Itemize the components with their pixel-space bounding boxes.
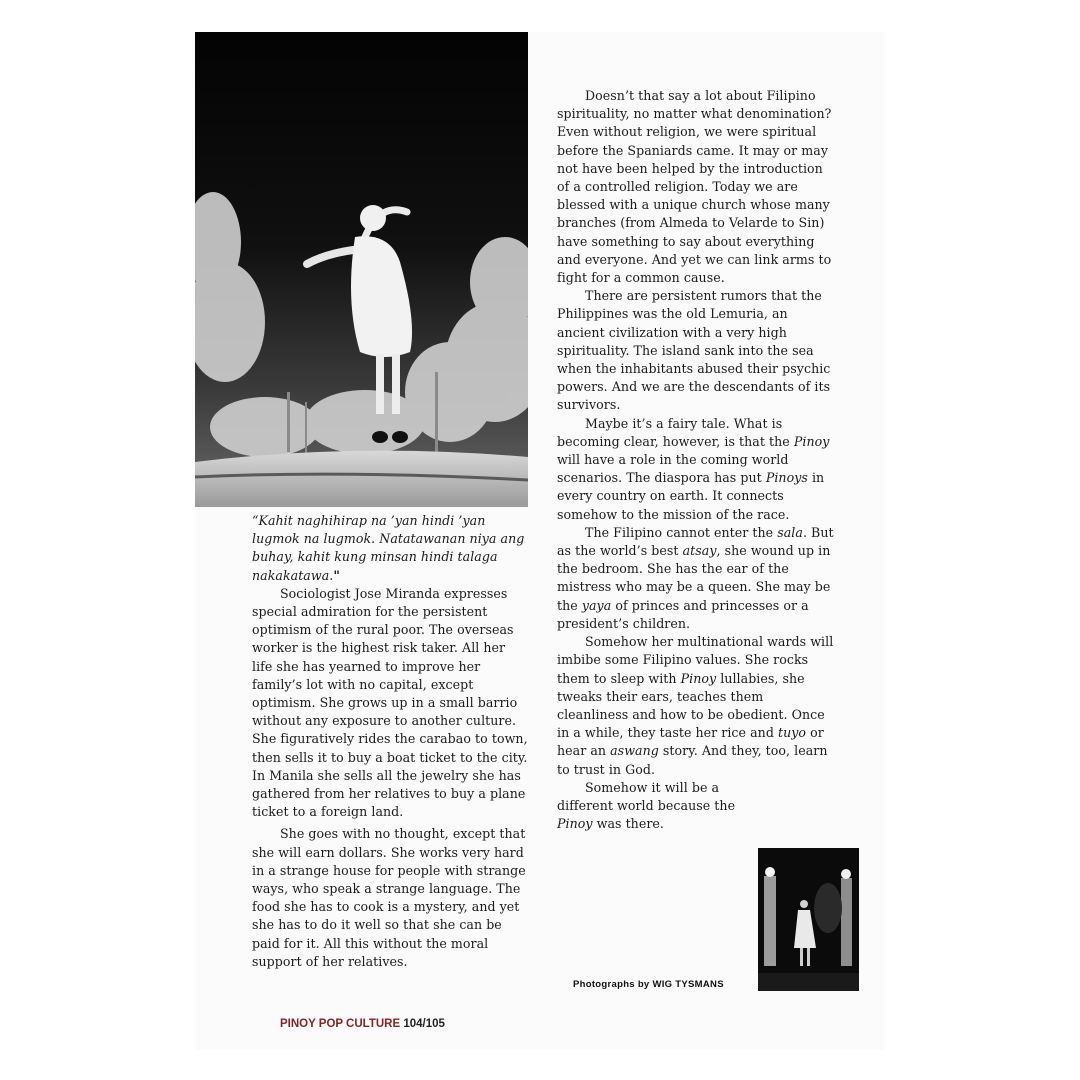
paragraph: Somehow her multinational wards will imbibe some Filipino values. She rocks them to sleep with Pinoy lullabies, she tweaks their ears, teaches them cleanliness and how to be obedient. Once in a while, they taste her rice and tuyo or hear an aswang story. And they, too, learn to trust in God.	[557, 634, 834, 777]
footer-section-title: PINOY POP CULTURE	[280, 1018, 401, 1030]
paragraph: Doesn’t that say a lot about Filipino spirituality, no matter what denomination? Even without religion, we were spiritual before the Spaniards came. It may or may not have been helped by the introduction of a controlled religion. Today we are blessed with a unique church whose many branches (from Almeda to Velarde to Sin) have something to say about everything and everyone. And yet we can link arms to fight for a common cause.	[557, 88, 832, 286]
paragraph: Somehow it will be a different world because the Pinoy was there.	[557, 779, 736, 832]
footer-page-numbers: 104/105	[403, 1018, 445, 1030]
page-footer	[280, 1018, 445, 1030]
left-text-column	[252, 512, 528, 971]
small-photograph	[758, 848, 859, 991]
photo-credit: Photographs by WIG TYSMANS	[573, 979, 724, 990]
right-text-column	[557, 87, 837, 833]
paragraph: Maybe it’s a fairy tale. What is becoming clear, however, is that the Pinoy will have a role in the coming world scenarios. The diaspora has put Pinoys in every country on earth. It connects somehow to the mission of the race.	[557, 415, 830, 522]
main-photograph	[195, 32, 528, 507]
paragraph: The Filipino cannot enter the sala. But as the world’s best atsay, she wound up in the bedroom. She has the ear of the mistress who may be a queen. She may be the yaya of princes and princesses or a president’s children.	[557, 524, 834, 631]
paragraph: She goes with no thought, except that she will earn dollars. She works very hard in a strange house for people with strange ways, who speak a strange language. The food she has to cook is a mystery, and yet she has to do it well so that she can be paid for it. All this without the moral support of her relatives.	[252, 826, 526, 969]
paragraph: Sociologist Jose Miranda expresses special admiration for the persistent optimism of the rural poor. The overseas worker is the highest risk taker. All her life she has yearned to improve her family’s lot with no capital, except optimism. She grows up in a small barrio without any exposure to another culture. She figuratively rides the carabao to town, then sells it to buy a boat ticket to the city. In Manila she sells all the jewelry she has gathered from her relatives to buy a plane ticket to a foreign land.	[252, 585, 528, 820]
paragraph: There are persistent rumors that the Philippines was the old Lemuria, an ancient civilization with a very high spirituality. The island sank into the sea when the inhabitants abused their psychic powers. And we are the descendants of its survivors.	[557, 288, 831, 413]
photo-caption: “Kahit naghihirap na ’yan hindi ’yan lugmok na lugmok. Natatawanan niya ang buhay, kahit kung minsan hindi talaga nakakatawa."	[252, 513, 525, 583]
